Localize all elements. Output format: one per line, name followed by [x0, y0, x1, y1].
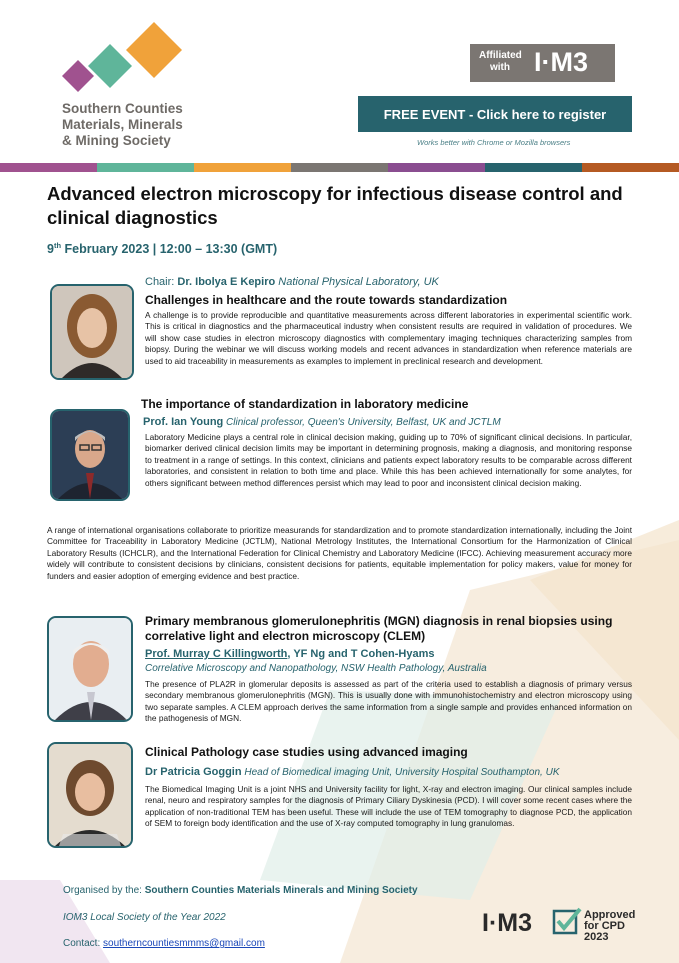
cpd-text: Approved for CPD 2023	[584, 909, 636, 943]
society-name	[62, 101, 183, 149]
speaker-photo-kepiro	[50, 284, 134, 380]
checkbox-tick-icon	[552, 907, 582, 937]
society-name-line-3: & Mining Society	[62, 133, 171, 148]
talk-2	[141, 397, 632, 489]
award-line: IOM3 Local Society of the Year 2022	[63, 912, 226, 923]
speaker-photo-goggin	[47, 742, 133, 848]
talk-3	[145, 614, 632, 725]
talk-4-abstract: The Biomedical Imaging Unit is a joint NHS and University facility for light, X-ray and electron imaging. Our clinical samples include renal, neuro and respiratory samples for the diagnosis of Primary Ciliary Dyskinesia (PCD). I will cover some recent cases where the application of non-traditional TEM has been useful. These will include the use of TEM tomography to diagnose PCD, the application of SEM to foreign body identification and the use of X-ray computed tomography in lung granulomas.	[145, 784, 632, 829]
talk-4-title: Clinical Pathology case studies using advanced imaging	[145, 745, 468, 759]
society-name-line-1: Southern Counties	[62, 101, 183, 116]
contact-email-link[interactable]: southerncountiesmmms@gmail.com	[103, 938, 265, 949]
talk-1-abstract: A challenge is to provide reproducible and quantitative measurements across different laboratories in experimental scientific work. This is critical in diagnostics and the pharmaceutical industry when consistent results are required in validation of procedures. We will show case studies in electron microscopy diagnostics with complementary imaging techniques characterizing samples from biopsy. During the webinar we will discuss working models and recent advances in standardization when reference materials are used to aid traceability in measurements as examples to implement in preclinical research and development.	[145, 310, 632, 366]
talk-2-speaker: Prof. Ian Young Clinical professor, Queen's University, Belfast, UK and JCTLM	[143, 416, 501, 428]
chair-line: Chair: Dr. Ibolya E Kepiro National Physical Laboratory, UK	[145, 276, 439, 288]
iom3-logo: I·M3	[534, 47, 588, 77]
talk-3-title: Primary membranous glomerulonephritis (MGN) diagnosis in renal biopsies using correlative light and electron microscopy (CLEM)	[145, 614, 613, 643]
talk-3-affiliation: Correlative Microscopy and Nanopathology, NSW Health Pathology, Australia	[145, 663, 487, 674]
contact-line: Contact: southerncountiesmmms@gmail.com	[63, 938, 265, 949]
speaker-photo-young	[50, 409, 130, 501]
talk-3-speakers: Prof. Murray C Killingworth, YF Ng and T Cohen-Hyams	[145, 648, 435, 660]
society-logo-icon	[60, 22, 190, 102]
talk-2-abstract-continued: A range of international organisations collaborate to prioritize measurands for standardization and to promote standardization internationally, including the Joint Committee for Traceability in Laboratory Medicine (JCTLM), National Metrology Institutes, the International Consortium for the Harmonization of Clinical Laboratory Results (ICHCLR), and the International Federation for Clinical Chemistry and Laboratory Medicine (IFCC). Achieving measurement accuracy more widely will contribute to consistent decisions by clinicians, consistent decisions for patients, equitable implementation for policy makers, value for money for funders and easier adoption of emerging evidence and best practice.	[47, 525, 632, 581]
browser-note: Works better with Chrome or Mozilla browsers	[417, 138, 571, 147]
cpd-approved-badge	[482, 906, 652, 952]
color-divider-bar	[0, 163, 679, 172]
talk-1	[145, 275, 632, 367]
talk-4	[145, 745, 632, 830]
speaker-photo-killingworth	[47, 616, 133, 722]
talk-2-title: The importance of standardization in laboratory medicine	[141, 397, 469, 411]
affiliated-label: Affiliated with	[479, 50, 522, 73]
talk-3-abstract: The presence of PLA2R in glomerular deposits is assessed as part of the criteria used to establish a diagnosis of primary versus secondary membranous glomerulonephritis (MGN). This is usually done with immunohistochemistry and electron microscopy using two separate samples. A CLEM approach derives the same information from a single sample and provides enhanced information on the pathogenesis of MGN.	[145, 679, 632, 724]
event-title: Advanced electron microscopy for infectious disease control and clinical diagnostics	[47, 183, 623, 228]
event-date: 9th February 2023 | 12:00 – 13:30 (GMT)	[47, 241, 278, 257]
affiliated-badge	[470, 44, 615, 82]
society-name-line-2: Materials, Minerals	[62, 117, 183, 132]
organiser-line: Organised by the: Southern Counties Materials Minerals and Mining Society	[63, 885, 418, 896]
talk-4-speaker: Dr Patricia Goggin Head of Biomedical imaging Unit, University Hospital Southampton, UK	[145, 766, 560, 778]
cpd-iom3-logo: I·M3	[482, 909, 532, 937]
talk-2-abstract: Laboratory Medicine plays a central role in clinical decision making, guiding up to 70% of significant clinical decisions. In particular, biomarker derived clinical decision limits may be important in determining prognosis, making a diagnosis, and monitoring response to treatment in a range of settings. In this context, clinicians and patients expect laboratory results to be comparable across different laboratories, and consistent in relation to both time and place. While this has been achieved internationally for some analytes, for others significant between method differences persist which may lead to poor and inconsistent clinical decision making.	[145, 432, 632, 488]
talk-1-title: Challenges in healthcare and the route towards standardization	[145, 293, 508, 307]
register-button[interactable]: FREE EVENT - Click here to register	[358, 96, 632, 132]
